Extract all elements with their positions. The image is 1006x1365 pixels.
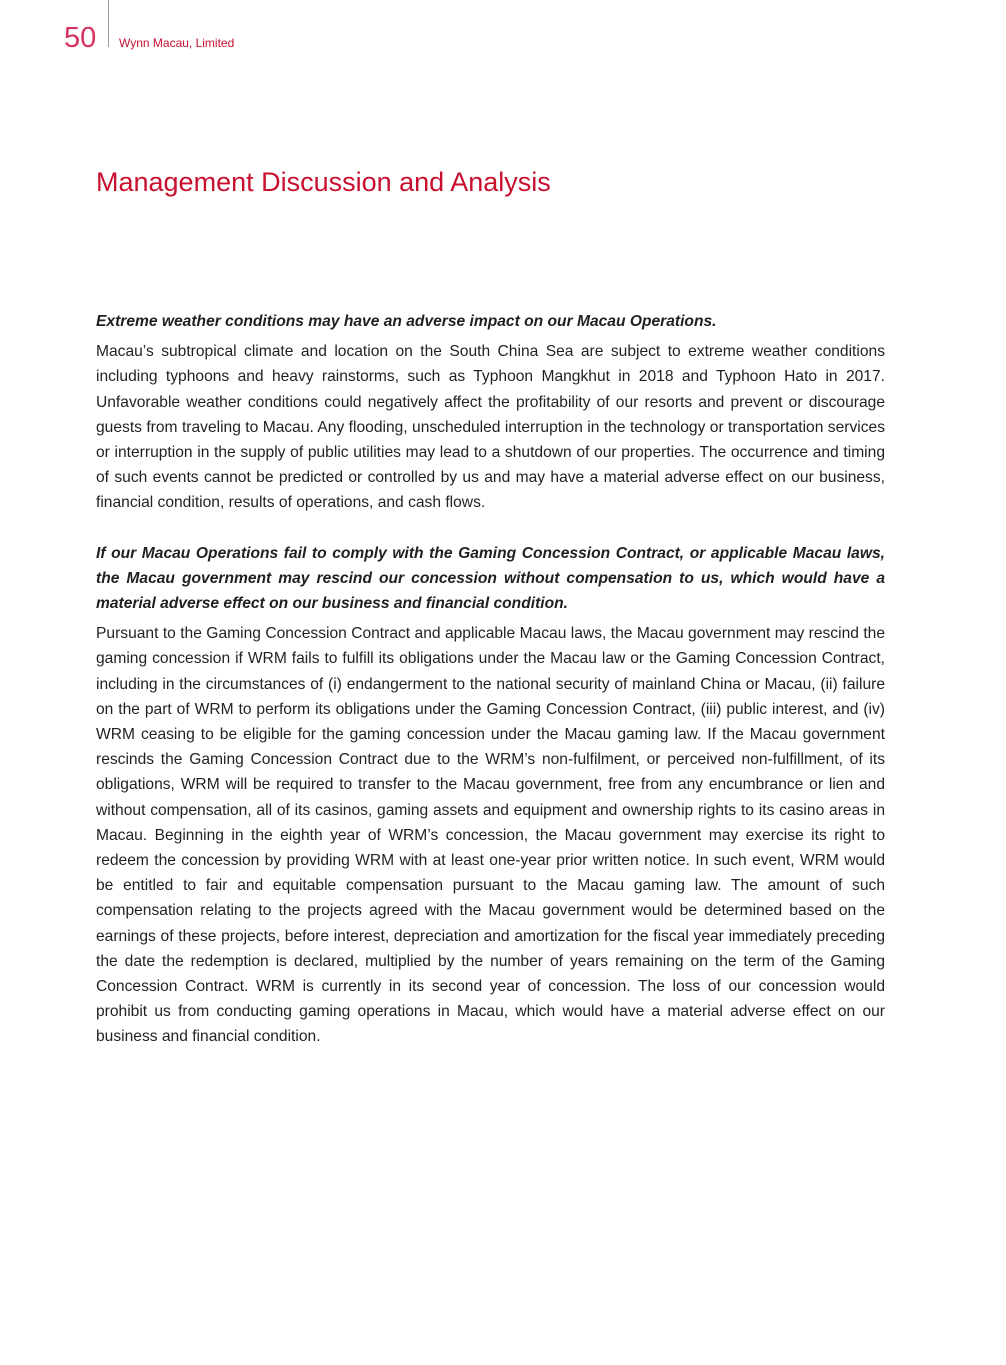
page-title: Management Discussion and Analysis — [96, 167, 551, 197]
main-content — [96, 309, 885, 1050]
section-body: Pursuant to the Gaming Concession Contract and applicable Macau laws, the Macau government may rescind the gaming concession if WRM fails to fulfill its obligations under the Macau law or the Gaming Concession Contract, including in the circumstances of (i) endangerment to the national security of mainland China or Macau, (ii) failure on the part of WRM to perform its obligations under the Gaming Concession Contract, (iii) public interest, and (iv) WRM ceasing to be eligible for the gaming concession under the Macau gaming law. If the Macau government rescinds the Gaming Concession Contract due to the WRM’s non-fulfilment, or perceived non-fulfillment, of its obligations, WRM will be required to transfer to the Macau government, free from any encumbrance or lien and without compensation, all of its casinos, gaming assets and equipment and ownership rights to its casino areas in Macau. Beginning in the eighth year of WRM’s concession, the Macau government may exercise its right to redeem the concession by providing WRM with at least one-year prior written notice. In such event, WRM would be entitled to fair and equitable compensation pursuant to the Macau gaming law. The amount of such compensation relating to the projects agreed with the Macau government would be determined based on the earnings of these projects, before interest, depreciation and amortization for the fiscal year immediately preceding the date the redemption is declared, multiplied by the number of years remaining on the term of the Gaming Concession Contract. WRM is currently in its second year of concession. The loss of our concession would prohibit us from conducting gaming operations in Macau, which would have a material adverse effect on our business and financial condition. — [96, 625, 885, 1046]
page-header — [0, 0, 1006, 60]
company-name: Wynn Macau, Limited — [119, 36, 235, 50]
header-divider — [108, 0, 109, 47]
section-heading: Extreme weather conditions may have an adverse impact on our Macau Operations. — [96, 313, 717, 330]
section-gaming-concession — [96, 541, 885, 1050]
section-extreme-weather — [96, 309, 885, 516]
section-heading: If our Macau Operations fail to comply with the Gaming Concession Contract, or applicable Macau laws, the Macau government may rescind our concession without compensation to us, which would have a material adverse effect on our business and financial condition. — [96, 544, 885, 613]
section-body: Macau’s subtropical climate and location on the South China Sea are subject to extreme weather conditions including typhoons and heavy rainstorms, such as Typhoon Mangkhut in 2018 and Typhoon Hato in 2017. Unfavorable weather conditions could negatively affect the profitability of our resorts and prevent or discourage guests from traveling to Macau. Any flooding, unscheduled interruption in the technology or transportation services or interruption in the supply of public utilities may lead to a shutdown of our properties. The occurrence and timing of such events cannot be predicted or controlled by us and may have a material adverse effect on our business, financial condition, results of operations, and cash flows. — [96, 343, 885, 512]
page-number: 50 — [64, 22, 97, 54]
